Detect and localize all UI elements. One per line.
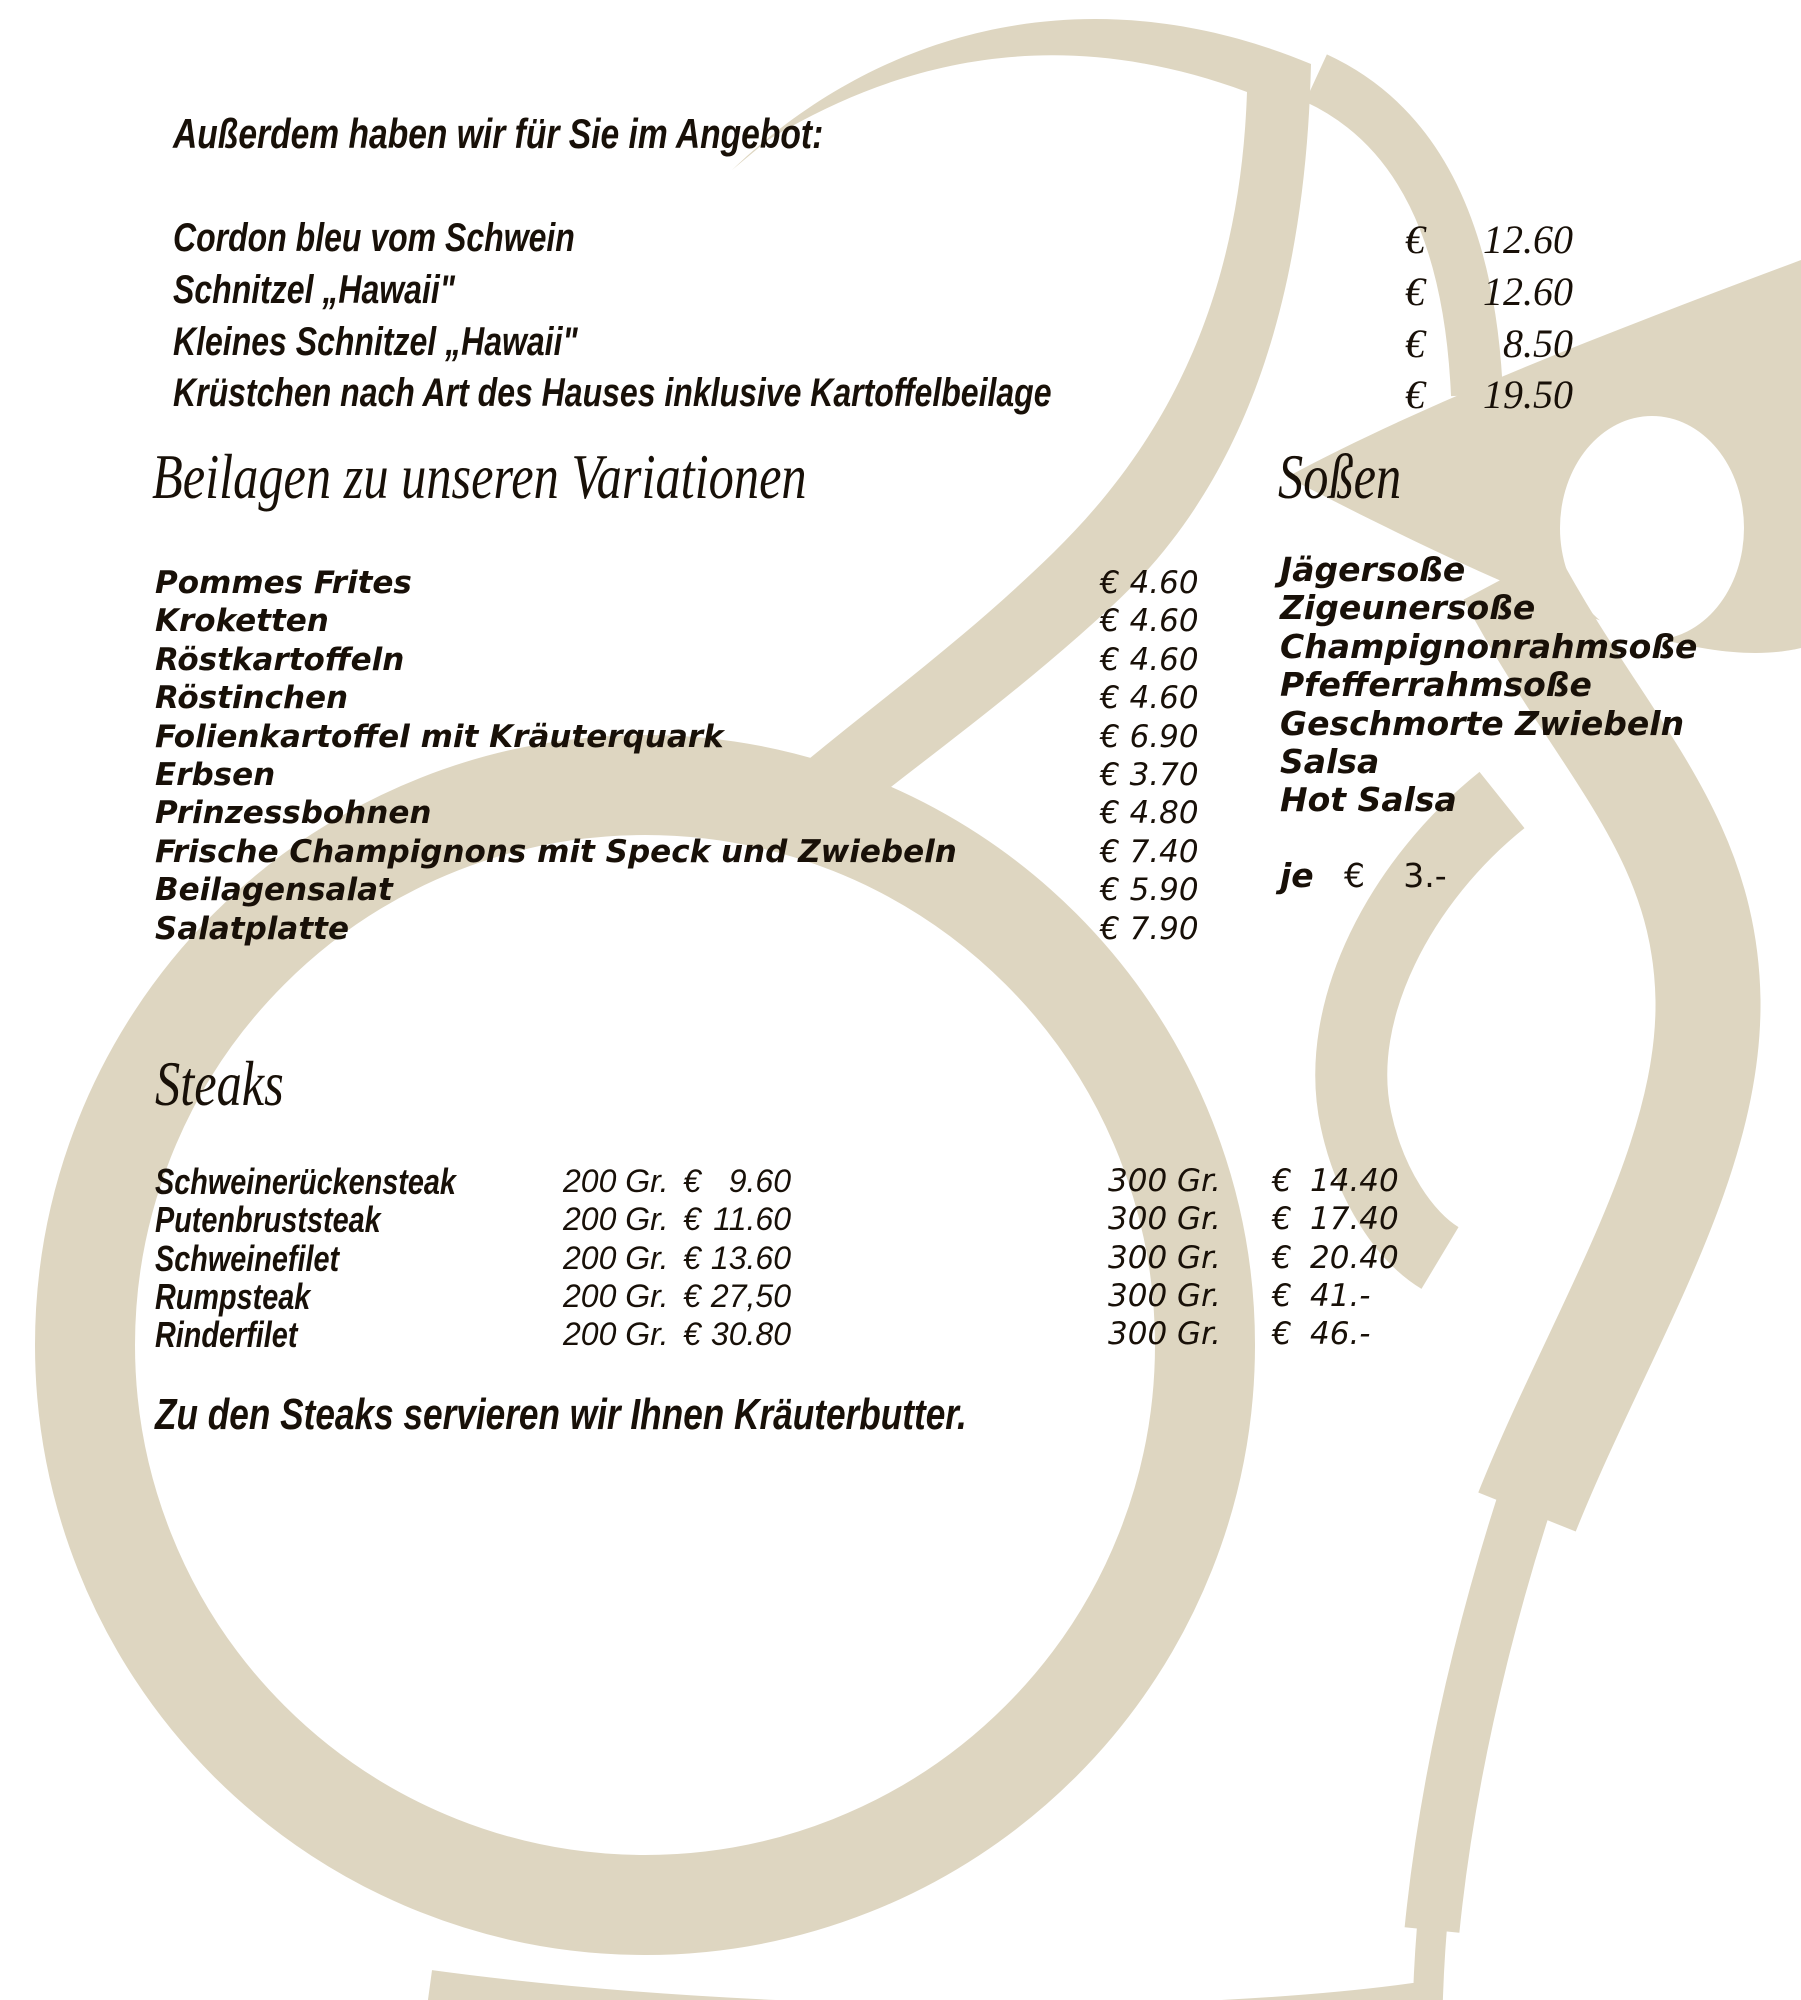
sossen-item: Pfefferrahmsoße [1280, 665, 1592, 705]
currency-symbol: € [683, 1278, 701, 1314]
sossen-price-note [1280, 856, 1447, 896]
intro-heading: Außerdem haben wir für Sie im Angebot: [173, 110, 824, 157]
steak-name: Schweinerückensteak [155, 1161, 456, 1202]
note-prefix: je [1280, 856, 1314, 895]
sossen-heading: Soßen [1278, 442, 1402, 512]
sossen-item: Jägersoße [1280, 550, 1466, 589]
intro-item-price [1405, 320, 1573, 367]
steak-price-300: 46.- [1310, 1316, 1371, 1352]
intro-item-price [1405, 216, 1573, 263]
beilagen-item: Röstkartoffeln [155, 641, 405, 678]
currency-symbol: € [1405, 372, 1425, 417]
currency-symbol: € [683, 1163, 701, 1199]
sossen-item: Zigeunersoße [1280, 588, 1536, 628]
currency-symbol: € [1272, 1278, 1292, 1314]
steak-name: Rinderfilet [155, 1314, 298, 1355]
steak-weight-300: 300 Gr. [1108, 1163, 1221, 1199]
steak-weight-200: 200 Gr. [563, 1316, 669, 1352]
steaks-note: Zu den Steaks servieren wir Ihnen Kräuterbutter. [155, 1390, 967, 1439]
beilagen-heading: Beilagen zu unseren Variationen [152, 442, 807, 512]
steak-price-200: 11.60 [713, 1201, 791, 1237]
steak-price-300: 41.- [1310, 1278, 1371, 1314]
price-value: 8.50 [1503, 321, 1573, 366]
beilagen-price: € 7.40 [1100, 833, 1199, 870]
sossen-item: Salsa [1280, 741, 1380, 781]
beilagen-list [155, 564, 957, 948]
beilagen-price: € 4.80 [1100, 795, 1199, 832]
beilagen-price: € 6.90 [1100, 718, 1199, 755]
intro-item-price [1405, 371, 1573, 418]
beilagen-price: € 4.60 [1100, 680, 1199, 717]
steak-price-300: 20.40 [1310, 1240, 1399, 1276]
price-value: 12.60 [1483, 217, 1573, 262]
steak-name: Schweinefilet [155, 1238, 340, 1279]
beilagen-price: € 4.60 [1100, 641, 1199, 678]
steak-price-200: 30.80 [710, 1316, 791, 1352]
price-value: 12.60 [1483, 269, 1573, 314]
currency-symbol: € [1405, 217, 1425, 262]
steak-price-200: 27,50 [710, 1278, 791, 1314]
intro-item-name: Krüstchen nach Art des Hauses inklusive Kartoffelbeilage [173, 371, 1052, 415]
beilagen-item: Röstinchen [155, 680, 349, 717]
beilagen-price: € 5.90 [1100, 872, 1199, 909]
beilagen-item: Pommes Frites [155, 565, 412, 601]
beilagen-price: € 7.90 [1100, 910, 1199, 947]
steak-weight-200: 200 Gr. [563, 1240, 669, 1276]
sossen-list [1280, 551, 1697, 820]
steak-weight-300: 300 Gr. [1108, 1278, 1221, 1314]
steak-price-300: 14.40 [1310, 1163, 1399, 1199]
steak-price-200: 9.60 [728, 1163, 791, 1199]
currency-symbol: € [683, 1201, 701, 1237]
beilagen-price: € 3.70 [1100, 756, 1199, 793]
intro-item-name: Cordon bleu vom Schwein [173, 216, 575, 260]
steak-weight-200: 200 Gr. [563, 1201, 669, 1237]
steak-weight-200: 200 Gr. [563, 1163, 669, 1199]
steak-name: Putenbruststeak [155, 1199, 381, 1240]
currency-symbol: € [1343, 856, 1365, 895]
beilagen-item: Erbsen [155, 756, 276, 793]
currency-symbol: € [1405, 269, 1425, 314]
beilagen-item: Salatplatte [155, 910, 350, 947]
sossen-item: Geschmorte Zwiebeln [1280, 703, 1685, 743]
beilagen-price: € 4.60 [1100, 603, 1199, 640]
intro-item-name: Schnitzel „Hawaii" [173, 268, 455, 312]
steaks-heading: Steaks [155, 1049, 284, 1119]
price-value: 3.- [1403, 856, 1447, 895]
steak-weight-200: 200 Gr. [563, 1278, 669, 1314]
beilagen-item: Kroketten [155, 603, 329, 640]
beilagen-item: Beilagensalat [155, 872, 393, 909]
beilagen-price: € 4.60 [1100, 565, 1199, 601]
steak-price-300: 17.40 [1310, 1201, 1399, 1237]
currency-symbol: € [1272, 1240, 1292, 1276]
steak-weight-300: 300 Gr. [1108, 1316, 1221, 1352]
currency-symbol: € [1272, 1163, 1292, 1199]
beilagen-item: Frische Champignons mit Speck und Zwiebeln [155, 833, 957, 870]
currency-symbol: € [1272, 1201, 1292, 1237]
sossen-item: Hot Salsa [1280, 780, 1457, 820]
steak-price-200: 13.60 [710, 1240, 791, 1276]
beilagen-item: Folienkartoffel mit Kräuterquark [155, 718, 724, 755]
intro-item-price [1405, 268, 1573, 315]
currency-symbol: € [1405, 321, 1425, 366]
beilagen-item: Prinzessbohnen [155, 795, 432, 832]
sossen-item: Champignonrahmsoße [1280, 626, 1698, 666]
steak-name: Rumpsteak [155, 1276, 311, 1317]
currency-symbol: € [683, 1240, 701, 1276]
intro-item-name: Kleines Schnitzel „Hawaii" [173, 320, 578, 364]
steak-weight-300: 300 Gr. [1108, 1201, 1221, 1237]
steak-weight-300: 300 Gr. [1108, 1240, 1221, 1276]
beilagen-price-list [1100, 564, 1199, 948]
currency-symbol: € [683, 1316, 701, 1352]
currency-symbol: € [1272, 1316, 1292, 1352]
price-value: 19.50 [1483, 372, 1573, 417]
